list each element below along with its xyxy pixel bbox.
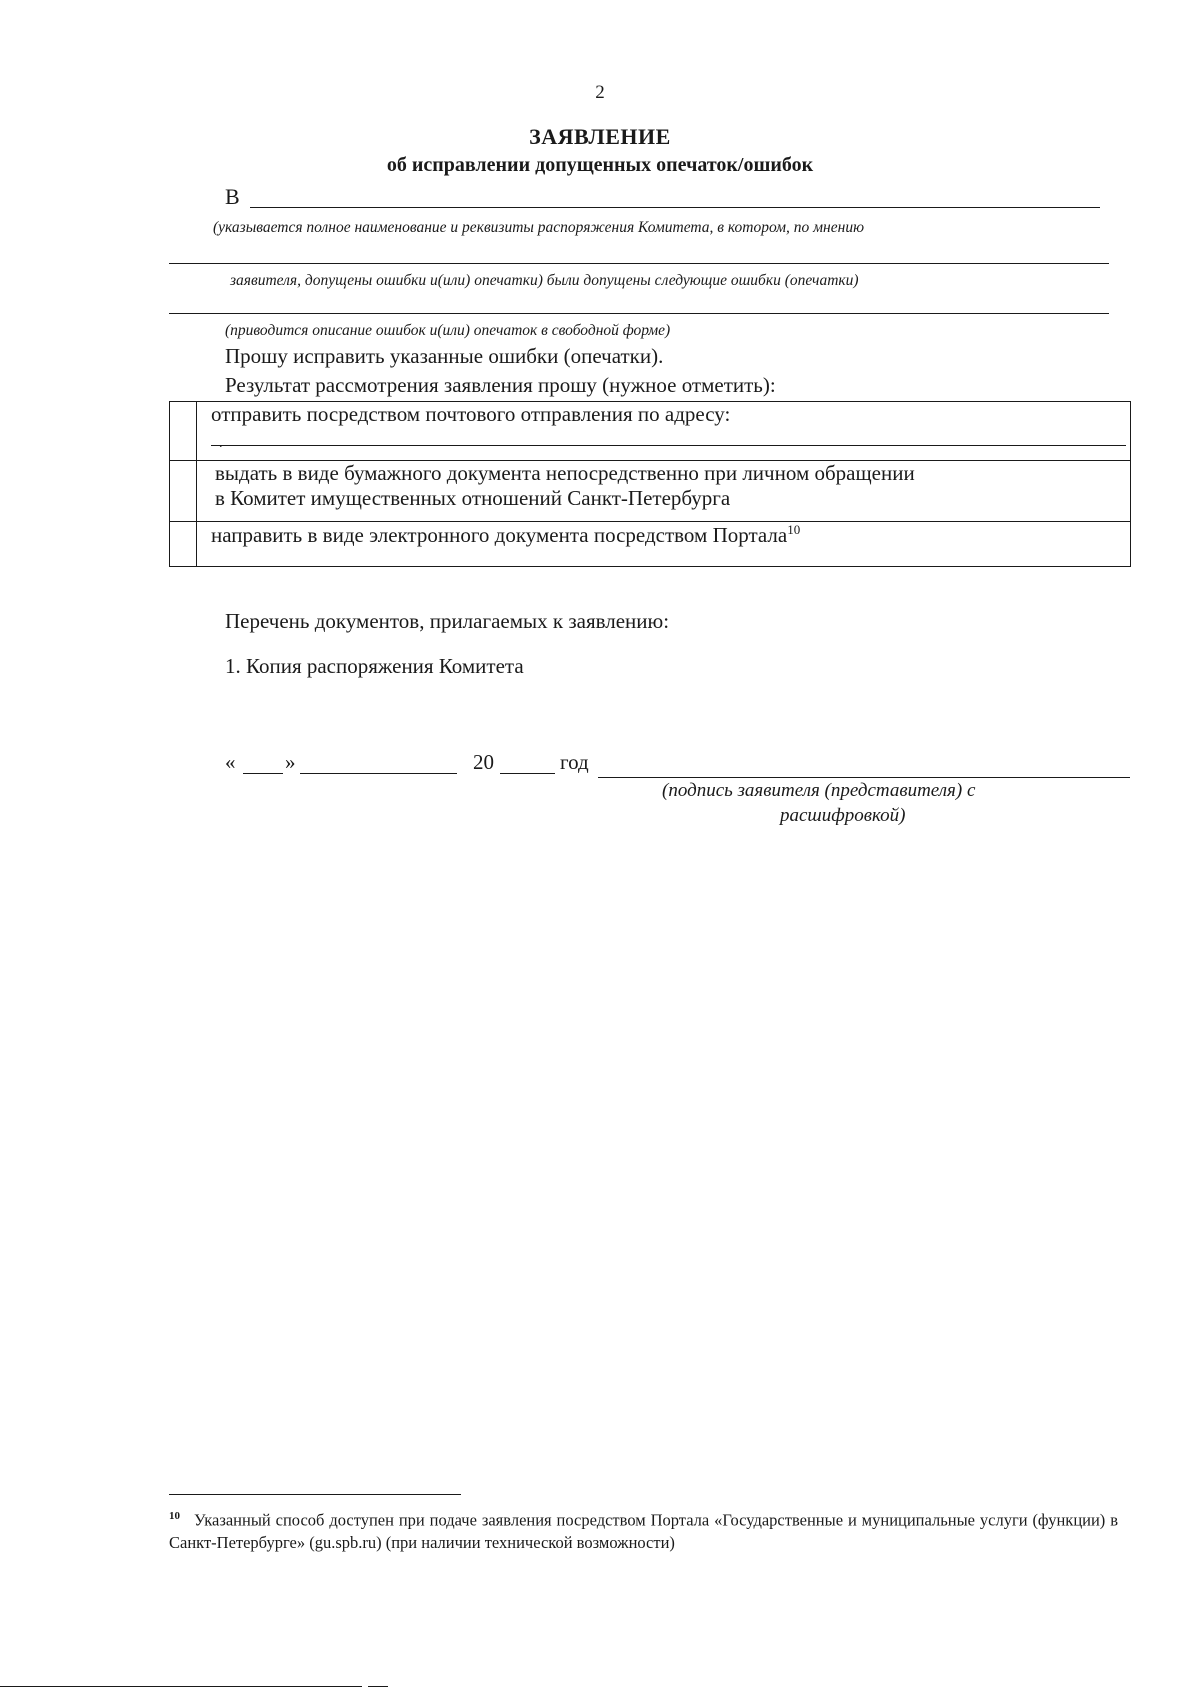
option-cell-mail — [197, 402, 1131, 461]
details-fill-line-2[interactable] — [169, 313, 1109, 314]
signature-line[interactable] — [598, 777, 1130, 778]
footnote — [169, 1505, 1118, 1554]
option-label-mail: отправить посредством почтового отправления по адресу: — [211, 402, 731, 426]
bottom-edge-line — [0, 1686, 362, 1687]
addressee-prefix: В — [225, 184, 240, 209]
bottom-edge-line-short — [368, 1686, 388, 1687]
document-item-1: 1. Копия распоряжения Комитета — [225, 654, 524, 678]
footnote-separator — [169, 1494, 461, 1495]
addressee-hint-1: (указывается полное наименование и реквизиты распоряжения Комитета, в котором, по мнению — [213, 219, 864, 236]
option-label-electronic: направить в виде электронного документа посредством Портала — [211, 523, 788, 547]
address-dot: . — [219, 436, 223, 451]
option-checkbox-electronic[interactable] — [170, 522, 197, 567]
date-year-prefix: 20 — [473, 750, 494, 774]
signature-hint-1: (подпись заявителя (представителя) с — [662, 780, 976, 801]
result-prompt: Результат рассмотрения заявления прошу (нужное отметить): — [225, 373, 776, 397]
option-cell-paper — [197, 461, 1131, 522]
addressee-fill-line[interactable] — [250, 207, 1100, 208]
signature-hint-2: расшифровкой) — [780, 805, 906, 826]
page-number: 2 — [595, 82, 605, 103]
document-subtitle: об исправлении допущенных опечаток/ошибок — [386, 154, 814, 176]
date-month-line[interactable] — [300, 773, 457, 774]
footnote-number: 10 — [169, 1510, 180, 1522]
option-row-paper — [170, 461, 1131, 522]
document-title: ЗАЯВЛЕНИЕ — [529, 124, 671, 149]
footnote-ref: 10 — [787, 522, 801, 537]
date-day-line[interactable] — [243, 773, 283, 774]
mail-address-line[interactable] — [211, 436, 1126, 451]
option-cell-electronic — [197, 522, 1131, 567]
details-fill-line-1[interactable] — [169, 263, 1109, 264]
option-row-electronic — [170, 522, 1131, 567]
date-year-line[interactable] — [500, 773, 555, 774]
addressee-hint-3: (приводится описание ошибок и(или) опечаток в свободной форме) — [225, 322, 671, 339]
date-close-quote: » — [285, 750, 296, 774]
option-row-mail — [170, 402, 1131, 461]
option-checkbox-mail[interactable] — [170, 402, 197, 461]
result-options-table — [169, 401, 1131, 567]
footnote-text: Указанный способ доступен при подаче заявления посредством Портала «Государственные и муниципальные услуги (функции) в Санкт-Петербурге» (gu.spb.ru) (при наличии технической возможности) — [169, 1510, 1118, 1552]
addressee-hint-2: заявителя, допущены ошибки и(или) опечатки) были допущены следующие ошибки (опечатки) — [230, 272, 859, 289]
option-label-paper: выдать в виде бумажного документа непосредственно при личном обращении — [215, 461, 915, 485]
date-year-suffix: год — [560, 750, 589, 774]
option-checkbox-paper[interactable] — [170, 461, 197, 522]
date-open-quote: « — [225, 750, 236, 774]
documents-heading: Перечень документов, прилагаемых к заявлению: — [225, 609, 670, 633]
request-text: Прошу исправить указанные ошибки (опечатки). — [225, 344, 664, 368]
option-label-paper-2: в Комитет имущественных отношений Санкт-Петербурга — [215, 486, 731, 510]
